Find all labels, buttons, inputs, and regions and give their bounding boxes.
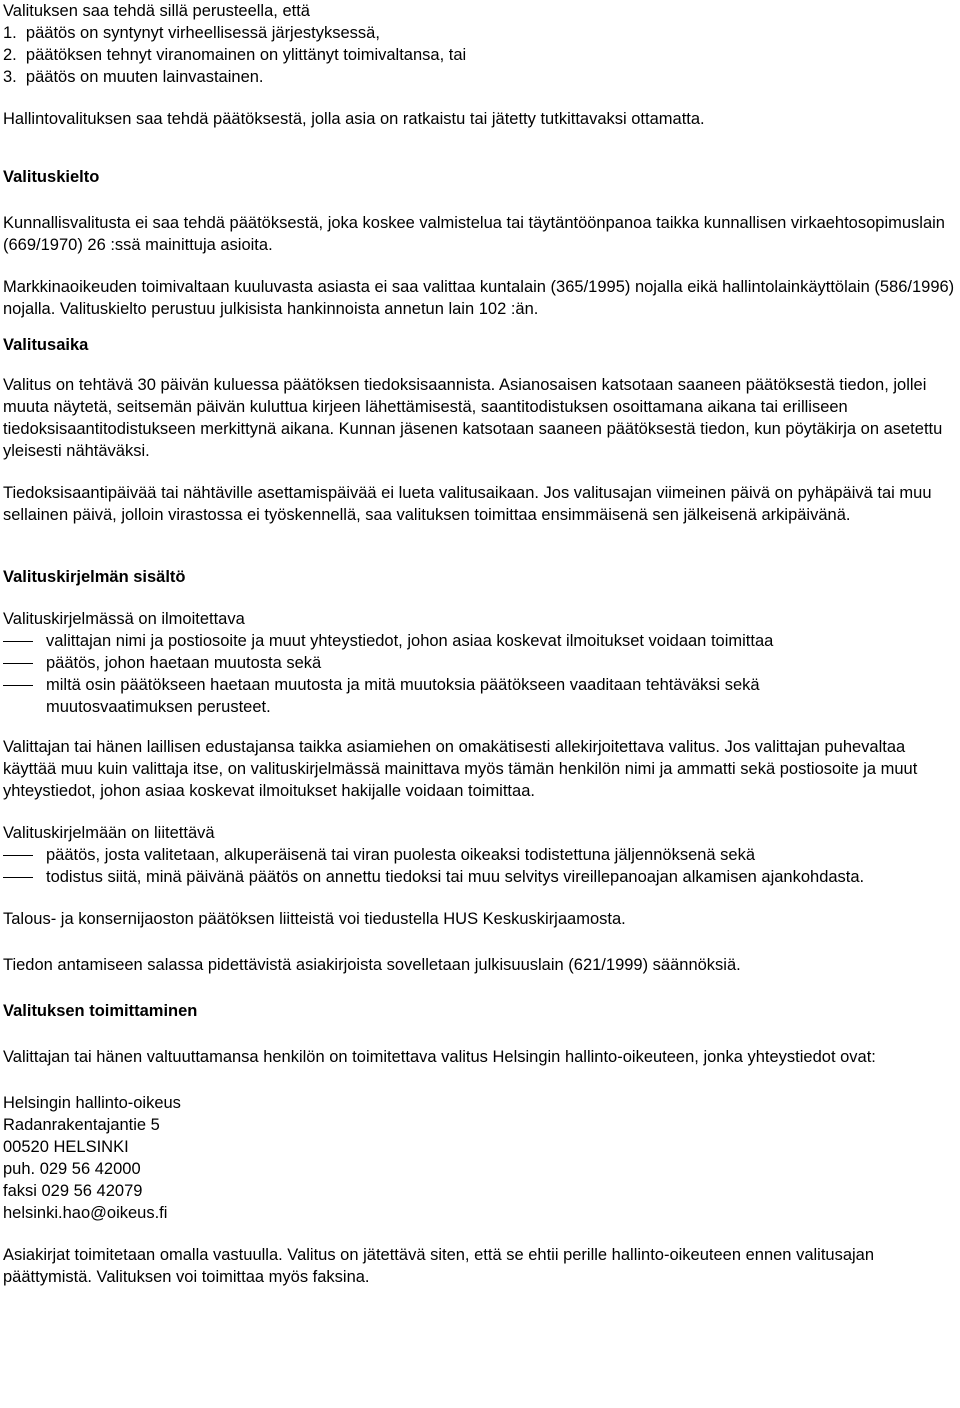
list-item: päätös, josta valitetaan, alkuperäisenä tai viran puolesta oikeaksi todistettuna jäljennöksenä sekä <box>3 844 958 866</box>
intro-line: 1. päätös on syntynyt virheellisessä järjestyksessä, <box>3 24 380 42</box>
heading-sisalto: Valituskirjelmän sisältö <box>3 568 186 586</box>
heading-toimittaminen: Valituksen toimittaminen <box>3 1002 198 1020</box>
address-line: faksi 029 56 42079 <box>3 1182 143 1200</box>
address-block <box>3 1092 958 1224</box>
toimittaminen-paragraph-1: Valittajan tai hänen valtuuttamansa henkilön on toimitettava valitus Helsingin hallinto-oikeuteen, jonka yhteystiedot ovat: <box>3 1048 876 1066</box>
document-page <box>3 0 958 1288</box>
valituskielto-paragraph-2: Markkinaoikeuden toimivaltaan kuuluvasta asiasta ei saa valittaa kuntalain (365/1995) nojalla eikä hallintolainkäyttölain (586/1996) nojalla. Valituskielto perustuu julkisista hankinnoista annetun lain 102 :än. <box>3 278 955 318</box>
sisalto-paragraph-3: Tiedon antamiseen salassa pidettävistä asiakirjoista sovelletaan julkisuuslain (621/1999) säännöksiä. <box>3 956 741 974</box>
liitteet-list <box>3 844 958 888</box>
address-line: puh. 029 56 42000 <box>3 1160 141 1178</box>
address-line: Radanrakentajantie 5 <box>3 1116 160 1134</box>
valituskielto-paragraph-1: Kunnallisvalitusta ei saa tehdä päätöksestä, joka koskee valmistelua tai täytäntöönpanoa taikka kunnallisen virkaehtosopimuslain (669/1970) 26 :ssä mainittuja asioita. <box>3 214 945 254</box>
sisalto-paragraph-1: Valittajan tai hänen laillisen edustajansa taikka asiamiehen on omakätisesti allekirjoitettava valitus. Jos valittajan puhevaltaa käyttää muu kuin valittaja itse, on valituskirjelmässä mainittava myös tämän henkilön nimi ja ammatti sekä postiosoite ja muut yhteystiedot, johon asiaa koskevat ilmoitukset hakijalle voidaan toimittaa. <box>3 738 918 800</box>
valitusaika-paragraph-1: Valitus on tehtävä 30 päivän kuluessa päätöksen tiedoksisaannista. Asianosaisen katsotaan saaneen päätöksestä tiedon, jollei muuta näytetä, seitsemän päivän kuluttua kirjeen lähettämisestä, saantitodistuksen osoittamana aikana tai erilliseen tiedoksisaantitodistukseen merkittynä aikana. Kunnan jäsenen katsotaan saaneen päätöksestä tiedon, kun pöytäkirja on asetettu yleisesti nähtäväksi. <box>3 376 943 460</box>
address-email: helsinki.hao@oikeus.fi <box>3 1204 168 1222</box>
intro-line: 3. päätös on muuten lainvastainen. <box>3 68 264 86</box>
sisalto-lead-2: Valituskirjelmään on liitettävä <box>3 824 215 842</box>
list-item: todistus siitä, minä päivänä päätös on annettu tiedoksi tai muu selvitys vireillepanoajan alkamisen ajankohdasta. <box>3 866 958 888</box>
sisalto-paragraph-2: Talous- ja konsernijaoston päätöksen liitteistä voi tiedustella HUS Keskuskirjaamosta. <box>3 910 626 928</box>
list-item: valittajan nimi ja postiosoite ja muut yhteystiedot, johon asiaa koskevat ilmoitukset voidaan toimittaa <box>3 630 958 652</box>
hallinto-paragraph: Hallintovalituksen saa tehdä päätöksestä, jolla asia on ratkaistu tai jätetty tutkittavaksi ottamatta. <box>3 110 705 128</box>
valitusaika-paragraph-2: Tiedoksisaantipäivää tai nähtäville asettamispäivää ei lueta valitusaikaan. Jos valitusajan viimeinen päivä on pyhäpäivä tai muu sellainen päivä, jolloin virastossa ei työskennellä, saa valituksen toimittaa ensimmäisenä sen jälkeisenä arkipäivänä. <box>3 484 932 524</box>
address-line: 00520 HELSINKI <box>3 1138 129 1156</box>
toimittaminen-paragraph-2: Asiakirjat toimitetaan omalla vastuulla. Valitus on jätettävä siten, että se ehtii perille hallinto-oikeuteen ennen valitusajan päättymistä. Valituksen voi toimittaa myös faksina. <box>3 1246 875 1286</box>
sisalto-list <box>3 630 958 718</box>
intro-line: 2. päätöksen tehnyt viranomainen on ylittänyt toimivaltansa, tai <box>3 46 467 64</box>
list-item: päätös, johon haetaan muutosta sekä <box>3 652 958 674</box>
list-item: miltä osin päätökseen haetaan muutosta ja mitä muutoksia päätökseen vaaditaan tehtäväksi sekä muutosvaatimuksen perusteet. <box>3 674 958 718</box>
heading-valitusaika: Valitusaika <box>3 336 89 354</box>
sisalto-lead: Valituskirjelmässä on ilmoitettava <box>3 610 245 628</box>
address-line: Helsingin hallinto-oikeus <box>3 1094 181 1112</box>
heading-valituskielto: Valituskielto <box>3 168 100 186</box>
intro-line: Valituksen saa tehdä sillä perusteella, että <box>3 2 310 20</box>
